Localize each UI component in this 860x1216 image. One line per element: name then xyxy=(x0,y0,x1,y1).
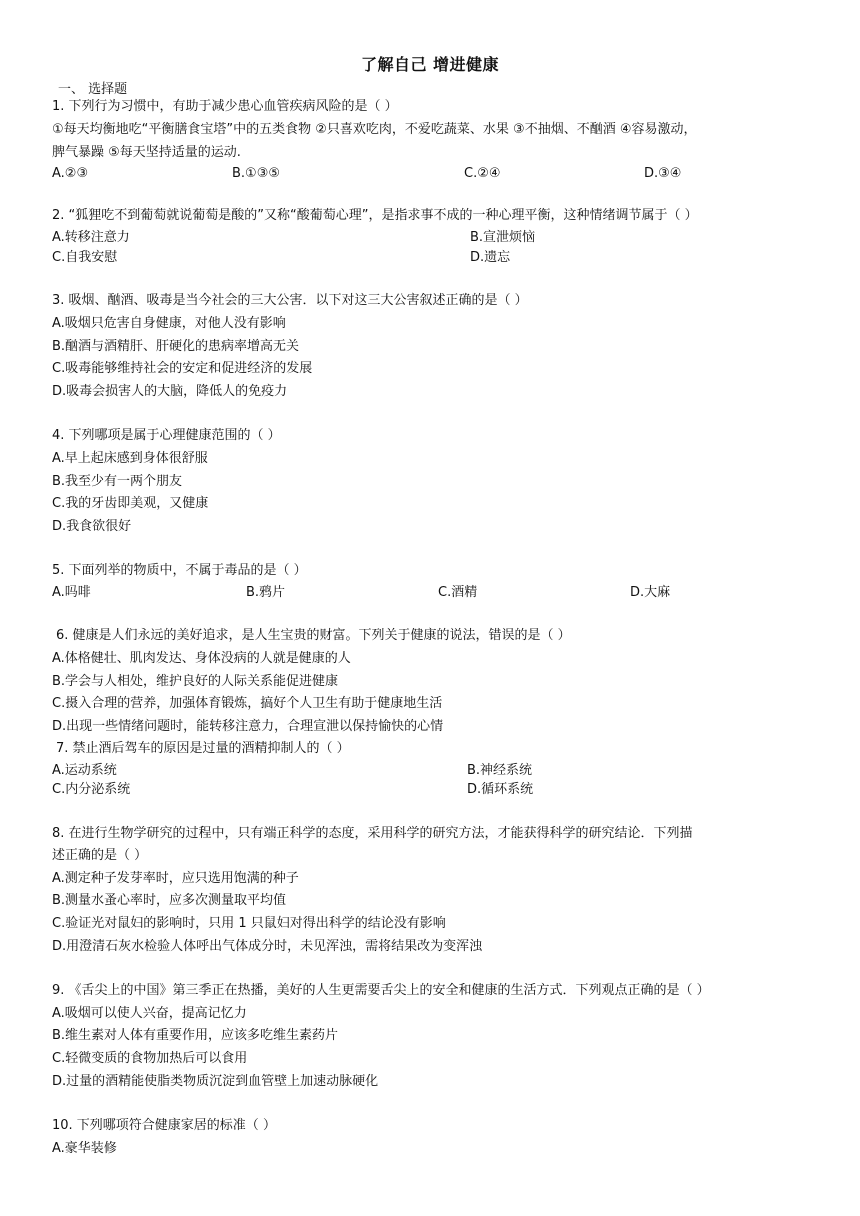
question-1-option-d: D.③④ xyxy=(644,166,682,181)
question-1-items-line2: 脾气暴躁 ⑤每天坚持适量的运动. xyxy=(52,145,241,160)
question-3-option-a: A.吸烟只危害自身健康，对他人没有影响 xyxy=(52,316,286,331)
question-8-stem-line1: 8. 在进行生物学研究的过程中，只有端正科学的态度，采用科学的研究方法，才能获得科学的研究结论．下列描 xyxy=(52,826,693,841)
question-2-stem: 2. “狐狸吃不到葡萄就说葡萄是酸的”又称“酸葡萄心理”，是指求事不成的一种心理平衡，这种情绪调节属于（ ） xyxy=(52,208,698,223)
question-8-option-c: C.验证光对鼠妇的影响时，只用 1 只鼠妇对得出科学的结论没有影响 xyxy=(52,916,446,931)
question-9-option-d: D.过量的酒精能使脂类物质沉淀到血管壁上加速动脉硬化 xyxy=(52,1074,379,1089)
question-8-option-b: B.测量水蚤心率时，应多次测量取平均值 xyxy=(52,893,287,908)
question-10-stem: 10. 下列哪项符合健康家居的标准（ ） xyxy=(52,1118,276,1133)
question-7-option-d: D.循环系统 xyxy=(467,782,534,797)
question-2-option-c: C.自我安慰 xyxy=(52,250,118,265)
question-1-stem: 1. 下列行为习惯中，有助于减少患心血管疾病风险的是（ ） xyxy=(52,99,398,114)
question-5-option-c: C.酒精 xyxy=(438,585,478,600)
section-heading: 一、 选择题 xyxy=(58,82,128,97)
question-1-items-line1: ①每天均衡地吃“平衡膳食宝塔”中的五类食物 ②只喜欢吃肉，不爱吃蔬菜、水果 ③不抽烟、不酗酒 ④容易激动， xyxy=(52,122,697,137)
question-7-option-c: C.内分泌系统 xyxy=(52,782,131,797)
question-5-option-a: A.吗啡 xyxy=(52,585,91,600)
question-9-option-a: A.吸烟可以使人兴奋，提高记忆力 xyxy=(52,1006,247,1021)
question-9-option-b: B.维生素对人体有重要作用，应该多吃维生素药片 xyxy=(52,1028,339,1043)
question-1-option-b: B.①③⑤ xyxy=(232,166,281,181)
question-4-option-b: B.我至少有一两个朋友 xyxy=(52,474,183,489)
question-5-stem: 5. 下面列举的物质中，不属于毒品的是（ ） xyxy=(52,563,307,578)
question-1-option-c: C.②④ xyxy=(464,166,501,181)
question-4-option-d: D.我食欲很好 xyxy=(52,519,132,534)
document-title: 了解自己 增进健康 xyxy=(360,55,500,74)
question-7-stem: 7. 禁止酒后驾车的原因是过量的酒精抑制人的（ ） xyxy=(56,741,350,756)
question-9-option-c: C.轻微变质的食物加热后可以食用 xyxy=(52,1051,248,1066)
question-6-stem: 6. 健康是人们永远的美好追求，是人生宝贵的财富。下列关于健康的说法，错误的是（ ） xyxy=(56,628,571,643)
question-2-option-b: B.宣泄烦恼 xyxy=(470,230,536,245)
question-3-option-b: B.酗酒与酒精肝、肝硬化的患病率增高无关 xyxy=(52,339,300,354)
question-3-option-c: C.吸毒能够维持社会的安定和促进经济的发展 xyxy=(52,361,313,376)
question-8-option-a: A.测定种子发芽率时，应只选用饱满的种子 xyxy=(52,871,299,886)
question-6-option-a: A.体格健壮、肌肉发达、身体没病的人就是健康的人 xyxy=(52,651,351,666)
question-6-option-d: D.出现一些情绪问题时，能转移注意力，合理宣泄以保持愉快的心情 xyxy=(52,719,444,734)
question-8-option-d: D.用澄清石灰水检验人体呼出气体成分时，未见浑浊，需将结果改为变浑浊 xyxy=(52,939,483,954)
question-7-option-b: B.神经系统 xyxy=(467,763,533,778)
question-10-option-a: A.豪华装修 xyxy=(52,1141,117,1156)
question-6-option-b: B.学会与人相处，维护良好的人际关系能促进健康 xyxy=(52,674,339,689)
question-2-option-a: A.转移注意力 xyxy=(52,230,130,245)
question-3-stem: 3. 吸烟、酗酒、吸毒是当今社会的三大公害．以下对这三大公害叙述正确的是（ ） xyxy=(52,293,528,308)
question-5-option-b: B.鸦片 xyxy=(246,585,286,600)
question-4-option-a: A.早上起床感到身体很舒服 xyxy=(52,451,208,466)
question-9-stem: 9. 《舌尖上的中国》第三季正在热播，美好的人生更需要舌尖上的安全和健康的生活方式．下列观点正确的是（ ） xyxy=(52,983,710,998)
question-6-option-c: C.摄入合理的营养，加强体育锻炼，搞好个人卫生有助于健康地生活 xyxy=(52,696,443,711)
question-4-option-c: C.我的牙齿即美观，又健康 xyxy=(52,496,209,511)
question-1-option-a: A.②③ xyxy=(52,166,89,181)
question-5-option-d: D.大麻 xyxy=(630,585,671,600)
question-8-stem-line2: 述正确的是（ ） xyxy=(52,848,148,863)
question-7-option-a: A.运动系统 xyxy=(52,763,117,778)
question-2-option-d: D.遗忘 xyxy=(470,250,511,265)
question-3-option-d: D.吸毒会损害人的大脑，降低人的免疫力 xyxy=(52,384,288,399)
question-4-stem: 4. 下列哪项是属于心理健康范围的（ ） xyxy=(52,428,281,443)
